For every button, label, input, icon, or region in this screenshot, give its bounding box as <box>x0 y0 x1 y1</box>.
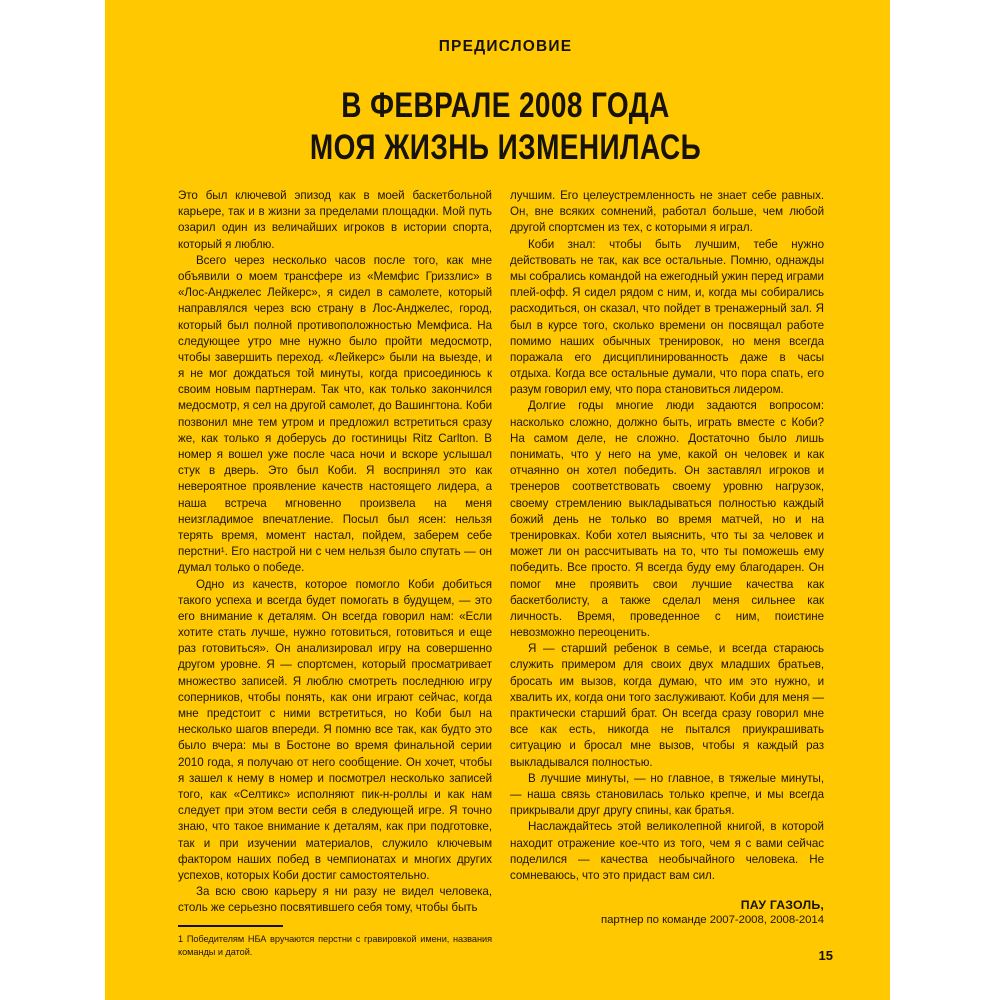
paragraph: Я — старший ребенок в семье, и всегда стараюсь служить примером для своих двух младших братьев, бросать им вызов, когда думаю, что им это нужно, и хвалить их, когда они того заслуживают. Коби для меня — практически старший брат. Он всегда сразу говорил мне все как есть, никогда не пытался приукрашивать ситуацию и бросал мне вызов, чтобы я каждый раз выкладывался полностью. <box>510 642 824 769</box>
paragraph: Это был ключевой эпизод как в моей баскетбольной карьере, так и в жизни за пределами площадки. Мой путь озарил один из величайших игроков в истории спорта, который я люблю. <box>178 189 492 251</box>
paragraph: лучшим. Его целеустремленность не знает себе равных. Он, вне всяких сомнений, работал больше, чем любой другой спортсмен из тех, с которыми я играл. <box>510 189 824 235</box>
section-kicker: ПРЕДИСЛОВИЕ <box>438 38 573 55</box>
book-page <box>105 0 890 1000</box>
signature-role: партнер по команде 2007-2008, 2008-2014 <box>601 914 824 927</box>
column-right <box>510 188 824 958</box>
page-title <box>178 85 833 169</box>
paragraph: Всего через несколько часов после того, как мне объявили о моем трансфере из «Мемфис Гриззлис» в «Лос-Анджелес Лейкерс», я сидел в самолете, который направлялся через всю страну в Лос-Анджелес, город, который был полной противоположностью Мемфиса. На следующее утро мне нужно было пройти медосмотр, чтобы завершить переход. «Лейкерс» были на выезде, и я не мог дождаться той минуты, когда присоединюсь к своим новым партнерам. Так что, как только закончился медосмотр, я сел на другой самолет, до Вашингтона. Коби позвонил мне тем утром и предложил встретиться сразу же, как только я доберусь до гостиницы Ritz Carlton. В номер я вошел уже после часа ночи и вскоре услышал стук в дверь. Это был Коби. Я воспринял это как невероятное проявление качеств настоящего лидера, а наша встреча мгновенно произвела на меня неизгладимое впечатление. Посыл был ясен: нельзя терять время, момент настал, пойдем, заберем себе перстни¹. Его настрой ни с чем нельзя было спутать — он думал только о победе. <box>178 253 492 575</box>
paragraph: Наслаждайтесь этой великолепной книгой, в которой находит отражение кое-что из того, чем я с вами сейчас поделился — качества необычайного человека. Не сомневаюсь, что это придаст вам сил. <box>510 820 824 882</box>
paragraph: Одно из качеств, которое помогло Коби добиться такого успеха и всегда будет помогать в будущем, — это его внимание к деталям. Он всегда говорил нам: «Если хотите стать лучше, нужно готовиться, готовиться и еще раз готовиться». Он анализировал игру на совершенно другом уровне. Я — спортсмен, который просматривает множество записей. Я люблю смотреть последнюю игру соперников, чтобы понять, как они играют сейчас, когда мне предстоит с ними встретиться, но Коби был на несколько шагов впереди. Я помню все так, как будто это было вчера: мы в Бостоне во время финальной серии 2010 года, я получаю от него сообщение. Он хочет, чтобы я зашел к нему в номер и посмотрел несколько записей того, как «Селтикс» исполняют пик-н-роллы и как нам следует при этом вести себя в следующей игре. Я точно знаю, что такое внимание к деталям, как при подготовке, так и при изучении материалов, служило ключевым фактором наших побед в чемпионатах и многих других успехов, которых Коби достиг самостоятельно. <box>178 577 492 882</box>
two-column-text <box>178 188 833 958</box>
signature-block <box>510 898 824 926</box>
paragraph: Коби знал: чтобы быть лучшим, тебе нужно действовать не так, как все остальные. Помню, однажды мы собрались командой на ежегодный ужин перед играми плей-офф. Я сидел рядом с ним, и, когда мы собирались расходиться, он сказал, что пойдет в тренажерный зал. Я был в курсе того, сколько времени он посвящал работе помимо наших обычных тренировок, но меня всегда поражала его дисциплинированность даже в часы отдыха. Когда все остальные думали, что пора спать, его разум говорил ему, что пора становиться лидером. <box>510 237 824 397</box>
column-left <box>178 188 492 958</box>
paragraph: За всю свою карьеру я ни разу не видел человека, столь же серьезно посвятившего себя тому, чтобы быть <box>178 885 492 915</box>
page-number: 15 <box>818 948 833 963</box>
paragraph: Долгие годы многие люди задаются вопросом: насколько сложно, должно быть, играть вместе с Коби? На самом деле, не сложно. Достаточно было лишь понимать, что у него на уме, какой он человек и как отчаянно он хотел победить. Он заставлял игроков и тренеров соответствовать своему уровню нагрузок, своему стремлению выкладываться полностью каждый божий день не только во время матчей, но и на тренировках. Коби хотел выяснить, что ты за человек и может ли он рассчитывать на то, что ты поможешь ему победить. Все просто. Я всегда буду ему благодарен. Он помог мне проявить свои лучшие качества как баскетболисту, а также сделал меня сильнее как личность. Время, проведенное с ним, поистине невозможно переоценить. <box>510 399 824 640</box>
page-content-area <box>178 0 833 1000</box>
paragraph: В лучшие минуты, — но главное, в тяжелые минуты, — наша связь становилась только крепче, и мы всегда прикрывали друг другу спины, как братья. <box>510 771 824 818</box>
page-title-line-2: МОЯ ЖИЗНЬ ИЗМЕНИЛАСЬ <box>309 128 702 167</box>
signature-name: ПАУ ГАЗОЛЬ, <box>740 898 824 913</box>
page-title-line-1: В ФЕВРАЛЕ 2008 ГОДА <box>341 86 670 125</box>
footnote-block <box>178 925 492 958</box>
footnote-text: 1 Победителям НБА вручаются перстни с гравировкой имени, названия команды и датой. <box>178 934 492 957</box>
footnote-divider <box>178 925 283 927</box>
